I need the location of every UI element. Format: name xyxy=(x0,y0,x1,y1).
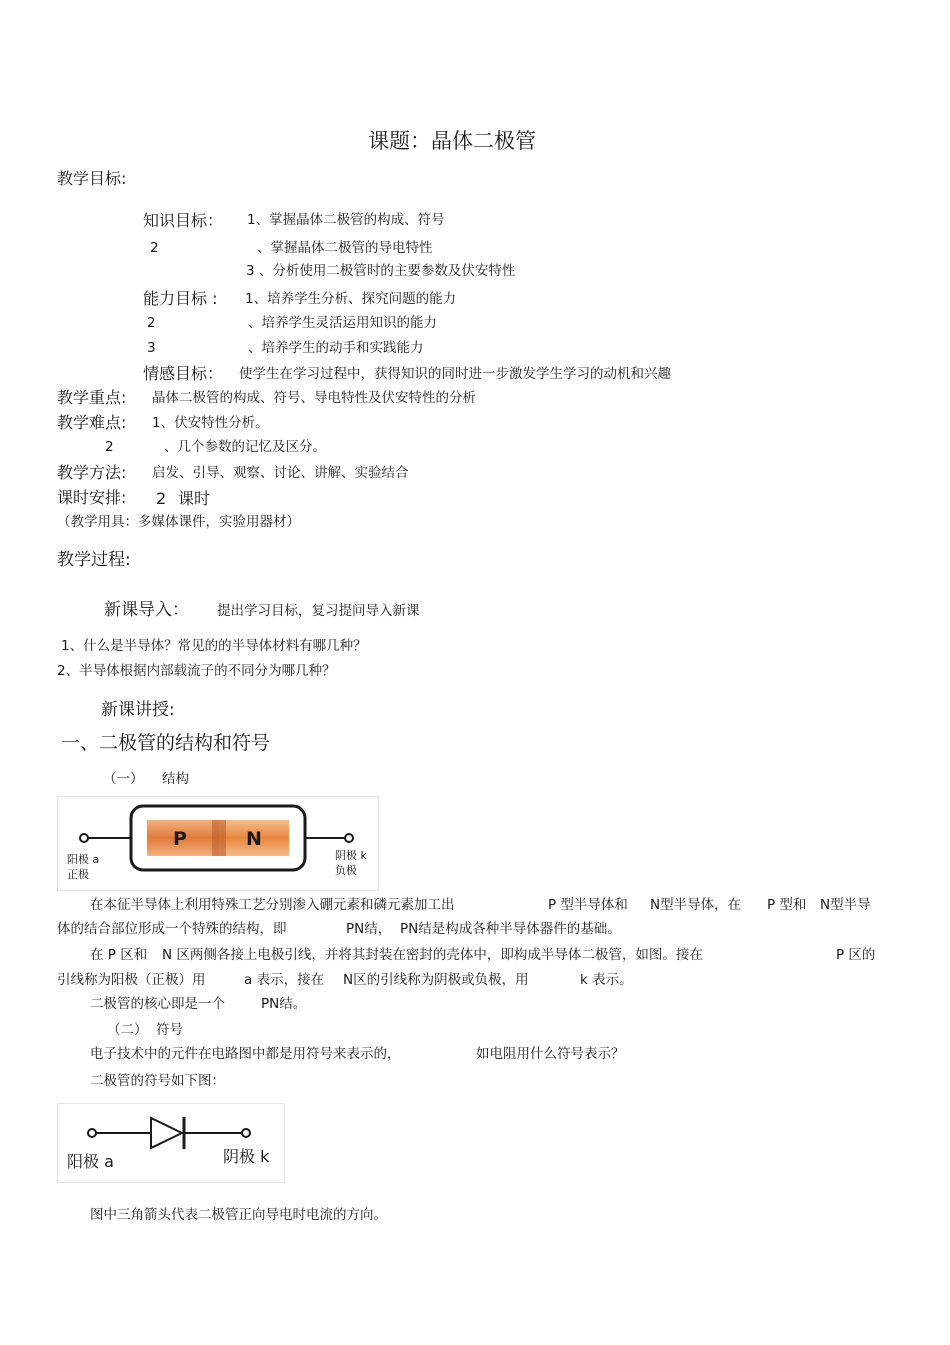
para1-line1-part4: P 型和 xyxy=(767,897,807,913)
ability-goal-label: 能力目标 : xyxy=(143,289,218,308)
schedule-label: 课时安排: xyxy=(57,488,127,507)
symbol-anode-label: 阳极 a xyxy=(67,1152,114,1171)
lecture-label: 新课讲授: xyxy=(101,700,175,720)
key-points-label: 教学重点: xyxy=(57,388,127,407)
para1-line1-part2: P 型半导体和 xyxy=(548,897,628,913)
p-region-label: P xyxy=(173,828,187,850)
knowledge-goal-item-2-text: 、掌握晶体二极管的导电特性 xyxy=(257,240,433,256)
pn-junction xyxy=(212,820,226,856)
key-points-text: 晶体二极管的构成、符号、导电特性及伏安特性的分析 xyxy=(152,390,476,406)
emotion-goal-label: 情感目标： xyxy=(143,364,224,383)
knowledge-goal-label: 知识目标： xyxy=(143,211,224,230)
anode-label-line-1: 阳极 a xyxy=(67,853,100,866)
ability-goal-item-2-number: 2 xyxy=(147,315,156,331)
para6: 图中三角箭头代表二极管正向导电时电流的方向。 xyxy=(90,1207,387,1223)
ability-goal-item-2-text: 、培养学生灵活运用知识的能力 xyxy=(248,315,437,331)
schedule-unit: 课时 xyxy=(178,489,211,508)
difficulty-item-2-number: 2 xyxy=(105,439,114,455)
para4-part1: 电子技术中的元件在电路图中都是用符号来表示的， xyxy=(90,1046,401,1062)
para2-line2-part2: a 表示，接在 xyxy=(244,972,325,988)
subsection-1-title: 结构 xyxy=(162,771,189,787)
symbol-cathode-label: 阴极 k xyxy=(223,1147,270,1166)
diode-symbol-figure xyxy=(57,1103,285,1183)
section-1-heading: 一、二极管的结构和符号 xyxy=(61,732,271,754)
page-title: 课题：晶体二极管 xyxy=(368,129,536,153)
cathode-label-line-1: 阴极 k xyxy=(335,849,367,862)
difficulty-item-1: 1、伏安特性分析。 xyxy=(152,415,269,431)
subsection-2-number: （二） xyxy=(107,1022,148,1038)
ability-goal-item-1: 1、培养学生分析、探究问题的能力 xyxy=(245,291,457,307)
pn-structure-figure xyxy=(57,796,379,891)
ability-goal-item-3-text: 、培养学生的动手和实践能力 xyxy=(248,340,424,356)
para1-line1-part5: N型半导 xyxy=(820,897,871,913)
ability-goal-item-3-number: 3 xyxy=(147,340,156,356)
methods-label: 教学方法: xyxy=(57,463,127,482)
intro-label: 新课导入： xyxy=(104,600,189,620)
knowledge-goal-item-2-number: 2 xyxy=(150,240,159,256)
para1-line1-part3: N型半导体，在 xyxy=(650,897,742,913)
para3-part2: PN结。 xyxy=(261,996,307,1012)
para1-line1-part1: 在本征半导体上利用特殊工艺分别渗入硼元素和磷元素加工出 xyxy=(90,897,455,913)
anode-label-line-2: 正极 xyxy=(67,868,89,881)
symbol-cathode-terminal-icon xyxy=(242,1129,250,1137)
para2-line2-part4: k 表示。 xyxy=(580,972,633,988)
n-region-label: N xyxy=(246,828,262,850)
question-2: 2、半导体根据内部载流子的不同分为哪几种？ xyxy=(57,663,336,679)
subsection-2-title: 符号 xyxy=(156,1022,183,1038)
emotion-goal-text: 使学生在学习过程中，获得知识的同时进一步激发学生学习的动机和兴趣 xyxy=(239,366,671,382)
para1-line2-part2: PN结， xyxy=(346,921,392,937)
para5: 二极管的符号如下图： xyxy=(90,1073,225,1089)
teaching-goals-heading: 教学目标: xyxy=(57,169,127,188)
intro-text: 提出学习目标，复习提问导入新课 xyxy=(217,603,420,619)
methods-text: 启发、引导、观察、讨论、讲解、实验结合 xyxy=(152,465,409,481)
para2-line1-part2: N 区两侧各接上电极引线，并将其封装在密封的壳体中，即构成半导体二极管，如图。接在 xyxy=(162,947,703,963)
para1-line2-part3: PN结是构成各种半导体器件的基础。 xyxy=(400,921,621,937)
para2-line1-part1: 在 P 区和 xyxy=(90,947,148,963)
para2-line2-part3: N区的引线称为阴极或负极，用 xyxy=(343,972,529,988)
difficulties-label: 教学难点: xyxy=(57,413,127,432)
para2-line1-part3: P 区的 xyxy=(836,947,876,963)
knowledge-goal-item-1: 1、掌握晶体二极管的构成、符号 xyxy=(247,212,445,228)
knowledge-goal-item-3: 3 、分析使用二极管时的主要参数及伏安特性 xyxy=(246,263,516,279)
symbol-anode-terminal-icon xyxy=(88,1129,96,1137)
difficulty-item-2-text: 、几个参数的记忆及区分。 xyxy=(164,439,326,455)
para1-line2-part1: 体的结合部位形成一个特殊的结构，即 xyxy=(57,921,287,937)
schedule-number: 2 xyxy=(156,489,167,508)
para4-part2: 如电阻用什么符号表示？ xyxy=(476,1046,625,1062)
para3-part1: 二极管的核心即是一个 xyxy=(90,996,225,1012)
para2-line2-part1: 引线称为阳极（正极）用 xyxy=(57,972,206,988)
subsection-1-number: （一） xyxy=(103,771,144,787)
diode-triangle-icon xyxy=(151,1118,182,1148)
teaching-tools: （教学用具：多媒体课件，实验用器材） xyxy=(57,514,300,530)
process-heading: 教学过程: xyxy=(57,550,131,570)
question-1: 1、什么是半导体？常见的的半导体材料有哪几种？ xyxy=(61,638,367,654)
cathode-terminal-icon xyxy=(345,834,353,842)
anode-terminal-icon xyxy=(80,834,88,842)
cathode-label-line-2: 负极 xyxy=(335,864,357,877)
